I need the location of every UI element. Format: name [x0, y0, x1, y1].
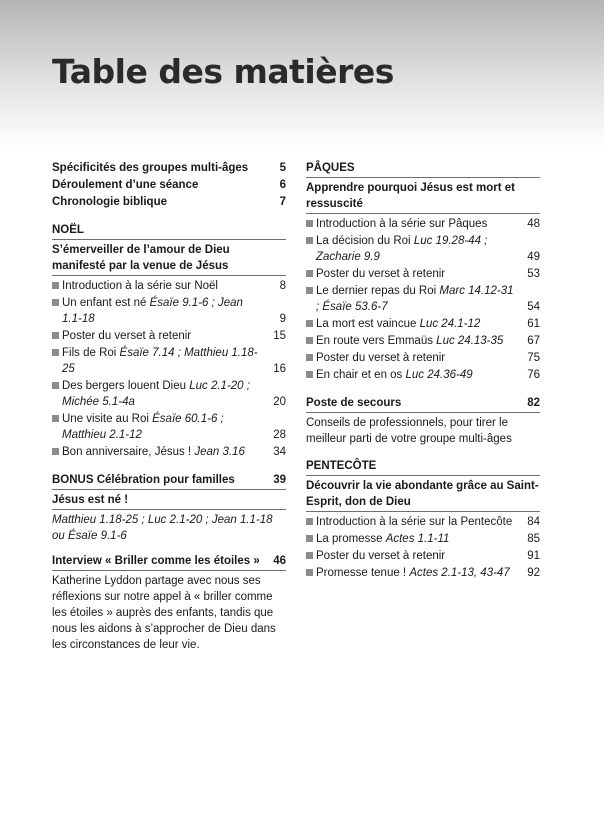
entry-label: Bon anniversaire, Jésus !: [62, 446, 192, 458]
entry-label: Poste de secours: [306, 397, 402, 409]
toc-entry-secours[interactable]: [306, 395, 540, 411]
section-subtitle: Apprendre pourquoi Jésus est mort et ressuscité: [306, 182, 515, 210]
bible-reference: Luc 24.36-49: [405, 369, 473, 381]
page-number: 28: [273, 429, 286, 441]
toc-entry[interactable]: [306, 283, 540, 315]
entry-label: En route vers Emmaüs: [316, 335, 433, 347]
toc-entry[interactable]: [306, 514, 540, 530]
entry-label: Introduction à la série sur Pâques: [316, 218, 488, 230]
toc-entry[interactable]: [306, 233, 540, 265]
section-divider: [306, 412, 540, 413]
entry-label: Un enfant est né: [62, 297, 147, 309]
toc-entry-interview[interactable]: [52, 553, 286, 569]
page-number: 7: [279, 196, 286, 208]
bible-reference: Luc 19.28-44 ; Zacharie 9.9: [316, 235, 488, 263]
page-number: 8: [279, 280, 286, 292]
bible-reference: Marc 14.12-31 ; Ésaïe 53.6-7: [316, 285, 514, 313]
right-column: [306, 160, 540, 582]
section-divider: [52, 509, 286, 510]
bible-reference: Actes 2.1-13, 43-47: [409, 567, 510, 579]
page-number: 48: [527, 218, 540, 230]
bible-reference: Ésaïe 60.1-6 ; Matthieu 2.1-12: [62, 413, 224, 441]
toc-entry[interactable]: [306, 316, 540, 332]
entry-label: Des bergers louent Dieu: [62, 380, 187, 392]
page-number: 75: [527, 352, 540, 364]
entry-label: Promesse tenue !: [316, 567, 407, 579]
section-divider: [52, 239, 286, 240]
bible-reference: Luc 2.1-20 ; Michée 5.1-4a: [62, 380, 250, 408]
page-number: 84: [527, 516, 540, 528]
section-subtitle: Jésus est né !: [52, 494, 129, 506]
entry-label: Le dernier repas du Roi: [316, 285, 437, 297]
toc-entry[interactable]: [52, 328, 286, 344]
toc-entry[interactable]: [52, 194, 286, 210]
toc-entry[interactable]: [306, 216, 540, 232]
toc-entry[interactable]: [52, 444, 286, 460]
page-number: 82: [527, 397, 540, 409]
section-divider: [306, 213, 540, 214]
toc-entry[interactable]: [52, 295, 286, 327]
entry-label: Poster du verset à retenir: [316, 352, 446, 364]
entry-label: Poster du verset à retenir: [62, 330, 192, 342]
page-number: 49: [527, 251, 540, 263]
toc-entry[interactable]: [306, 367, 540, 383]
page-number: 92: [527, 567, 540, 579]
page-number: 46: [273, 555, 286, 567]
section-subtitle: S’émerveiller de l’amour de Dieu manifesté par la venue de Jésus: [52, 244, 230, 272]
section-divider: [306, 475, 540, 476]
bible-reference: Actes 1.1-11: [385, 533, 450, 545]
toc-entry-bonus[interactable]: [52, 472, 286, 488]
entry-label: En chair et en os: [316, 369, 403, 381]
entry-label: La décision du Roi: [316, 235, 411, 247]
page-number: 39: [273, 474, 286, 486]
toc-entry[interactable]: [306, 565, 540, 581]
secours-description: Conseils de professionnels, pour tirer le meilleur parti de votre groupe multi-âges: [306, 417, 512, 445]
page-number: 9: [279, 313, 286, 325]
entry-label: BONUS Célébration pour familles: [52, 474, 235, 486]
section-divider: [306, 177, 540, 178]
interview-description: Katherine Lyddon partage avec nous ses réflexions sur notre appel à « briller comme les étoiles » auprès des enfants, tandis que nous les aidons à s’approcher de Dieu dans les circonstances de leur vie.: [52, 575, 276, 651]
bible-reference: Jean 3.16: [194, 446, 245, 458]
section-heading-pentecote: PENTECÔTE: [306, 460, 377, 472]
bible-reference: Luc 24.1-12: [419, 318, 481, 330]
bible-reference: Luc 24.13-35: [436, 335, 504, 347]
page-number: 91: [527, 550, 540, 562]
toc-entry[interactable]: [306, 333, 540, 349]
entry-label: Spécificités des groupes multi-âges: [52, 162, 249, 174]
page-number: 54: [527, 301, 540, 313]
section-subtitle: Découvrir la vie abondante grâce au Saint-Esprit, don de Dieu: [306, 480, 539, 508]
page-number: 53: [527, 268, 540, 280]
toc-entry[interactable]: [52, 160, 286, 176]
bible-reference: Ésaïe 9.1-6 ; Jean 1.1-18: [62, 297, 243, 325]
entry-label: Interview « Briller comme les étoiles »: [52, 555, 260, 567]
entry-label: Poster du verset à retenir: [316, 268, 446, 280]
page-number: 16: [273, 363, 286, 375]
section-divider: [52, 570, 286, 571]
page-number: 6: [279, 179, 286, 191]
toc-entry[interactable]: [52, 345, 286, 377]
section-divider: [52, 275, 286, 276]
page-number: 15: [273, 330, 286, 342]
page-number: 67: [527, 335, 540, 347]
section-divider: [306, 511, 540, 512]
page-number: 85: [527, 533, 540, 545]
entry-label: La promesse: [316, 533, 383, 545]
section-heading-noel: NOËL: [52, 224, 84, 236]
page-number: 61: [527, 318, 540, 330]
toc-entry[interactable]: [52, 177, 286, 193]
toc-entry[interactable]: [306, 531, 540, 547]
entry-label: Chronologie biblique: [52, 196, 167, 208]
toc-entry[interactable]: [306, 266, 540, 282]
page-number: 34: [273, 446, 286, 458]
section-heading-paques: PÂQUES: [306, 162, 355, 174]
entry-label: Une visite au Roi: [62, 413, 149, 425]
left-column: [52, 160, 286, 653]
toc-entry[interactable]: [52, 378, 286, 410]
toc-entry[interactable]: [306, 350, 540, 366]
entry-label: Poster du verset à retenir: [316, 550, 446, 562]
page-number: 20: [273, 396, 286, 408]
entry-label: Déroulement d’une séance: [52, 179, 199, 191]
toc-entry[interactable]: [52, 278, 286, 294]
entry-label: Introduction à la série sur Noël: [62, 280, 218, 292]
bible-reference: Ésaïe 7.14 ; Matthieu 1.18-25: [62, 347, 258, 375]
section-divider: [52, 489, 286, 490]
entry-label: Introduction à la série sur la Pentecôte: [316, 516, 513, 528]
page-number: 5: [279, 162, 286, 174]
entry-label: Fils de Roi: [62, 347, 117, 359]
page-title: Table des matières: [52, 52, 394, 91]
page-number: 76: [527, 369, 540, 381]
entry-label: La mort est vaincue: [316, 318, 417, 330]
toc-entry[interactable]: [52, 411, 286, 443]
toc-entry[interactable]: [306, 548, 540, 564]
bible-reference: Matthieu 1.18-25 ; Luc 2.1-20 ; Jean 1.1-18 ou Ésaïe 9.1-6: [52, 514, 273, 542]
